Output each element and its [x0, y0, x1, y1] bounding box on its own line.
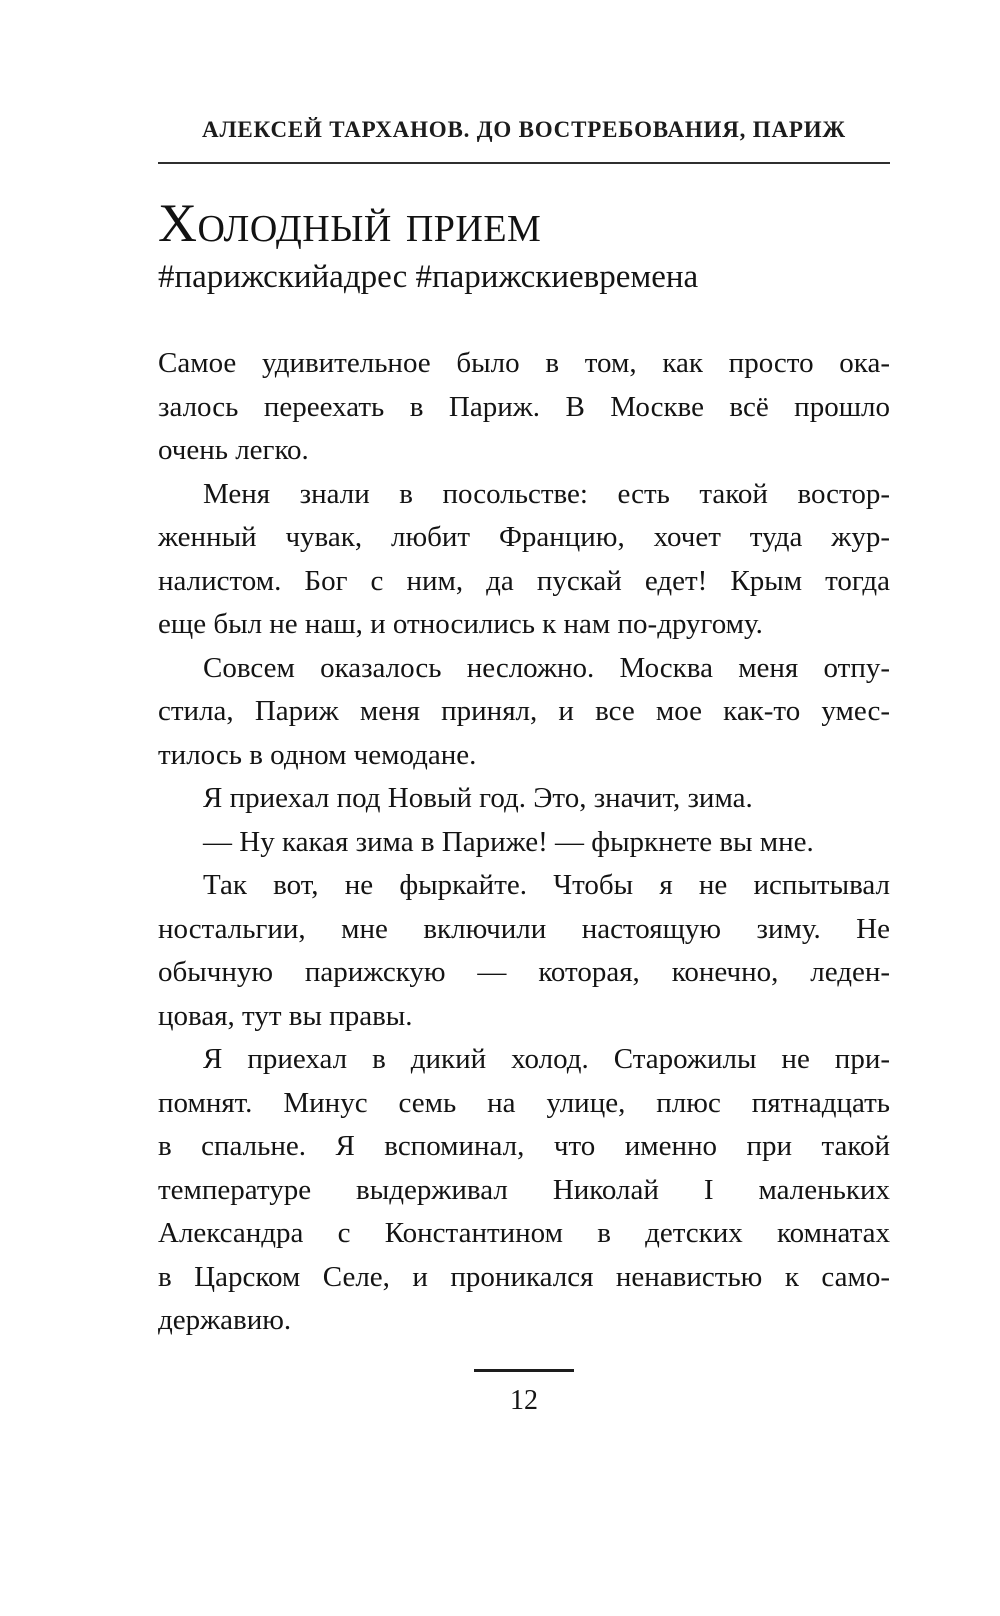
text-line: температуре выдерживал Николай I маленьких: [158, 1173, 890, 1206]
text-line: Я приехал под Новый год. Это, значит, зима.: [203, 782, 753, 814]
text-line: налистом. Бог с ним, да пускай едет! Крым тогда: [158, 564, 890, 597]
text-line: еще был не наш, и относились к нам по-другому.: [158, 608, 763, 640]
text-line: державию.: [158, 1304, 292, 1336]
text-line: женный чувак, любит Францию, хочет туда жур-: [158, 521, 890, 553]
chapter-hashtags: #парижскийадрес #парижскиевремена: [158, 259, 699, 295]
text-line: обычную парижскую — которая, конечно, леден-: [158, 956, 890, 988]
text-line: Меня знали в посольстве: есть такой востор-: [203, 477, 890, 510]
text-line: помнят. Минус семь на улице, плюс пятнадцать: [158, 1086, 890, 1119]
text-line: стила, Париж меня принял, и все мое как-то умес-: [158, 695, 890, 727]
running-header: АЛЕКСЕЙ ТАРХАНОВ. ДО ВОСТРЕБОВАНИЯ, ПАРИЖ: [202, 117, 846, 142]
text-line: тилось в одном чемодане.: [158, 738, 477, 771]
text-line: в спальне. Я вспоминал, что именно при такой: [158, 1130, 890, 1162]
text-line: цовая, тут вы правы.: [158, 999, 413, 1032]
page-number: 12: [510, 1384, 538, 1416]
text-line: ностальгии, мне включили настоящую зиму. Не: [158, 912, 890, 945]
text-line: Самое удивительное было в том, как просто ока-: [158, 347, 890, 379]
footer-rule: [474, 1369, 574, 1372]
text-line: — Ну какая зима в Париже! — фыркнете вы мне.: [203, 825, 814, 858]
text-line: Я приехал в дикий холод. Старожилы не при-: [203, 1043, 890, 1075]
chapter-title: Холодный прием: [158, 193, 542, 253]
text-line: Совсем оказалось несложно. Москва меня отпу-: [203, 651, 890, 684]
text-line: в Царском Селе, и проникался ненавистью к само-: [158, 1260, 890, 1293]
page-content: [158, 0, 890, 1418]
text-line: залось переехать в Париж. В Москве всё прошло: [158, 390, 890, 423]
text-line: Александра с Константином в детских комнатах: [158, 1217, 890, 1249]
page-footer: [158, 1369, 890, 1418]
header-rule: [158, 162, 890, 164]
body-text: [158, 342, 890, 1343]
text-line: очень легко.: [158, 434, 309, 466]
text-line: Так вот, не фыркайте. Чтобы я не испытывал: [203, 869, 890, 901]
